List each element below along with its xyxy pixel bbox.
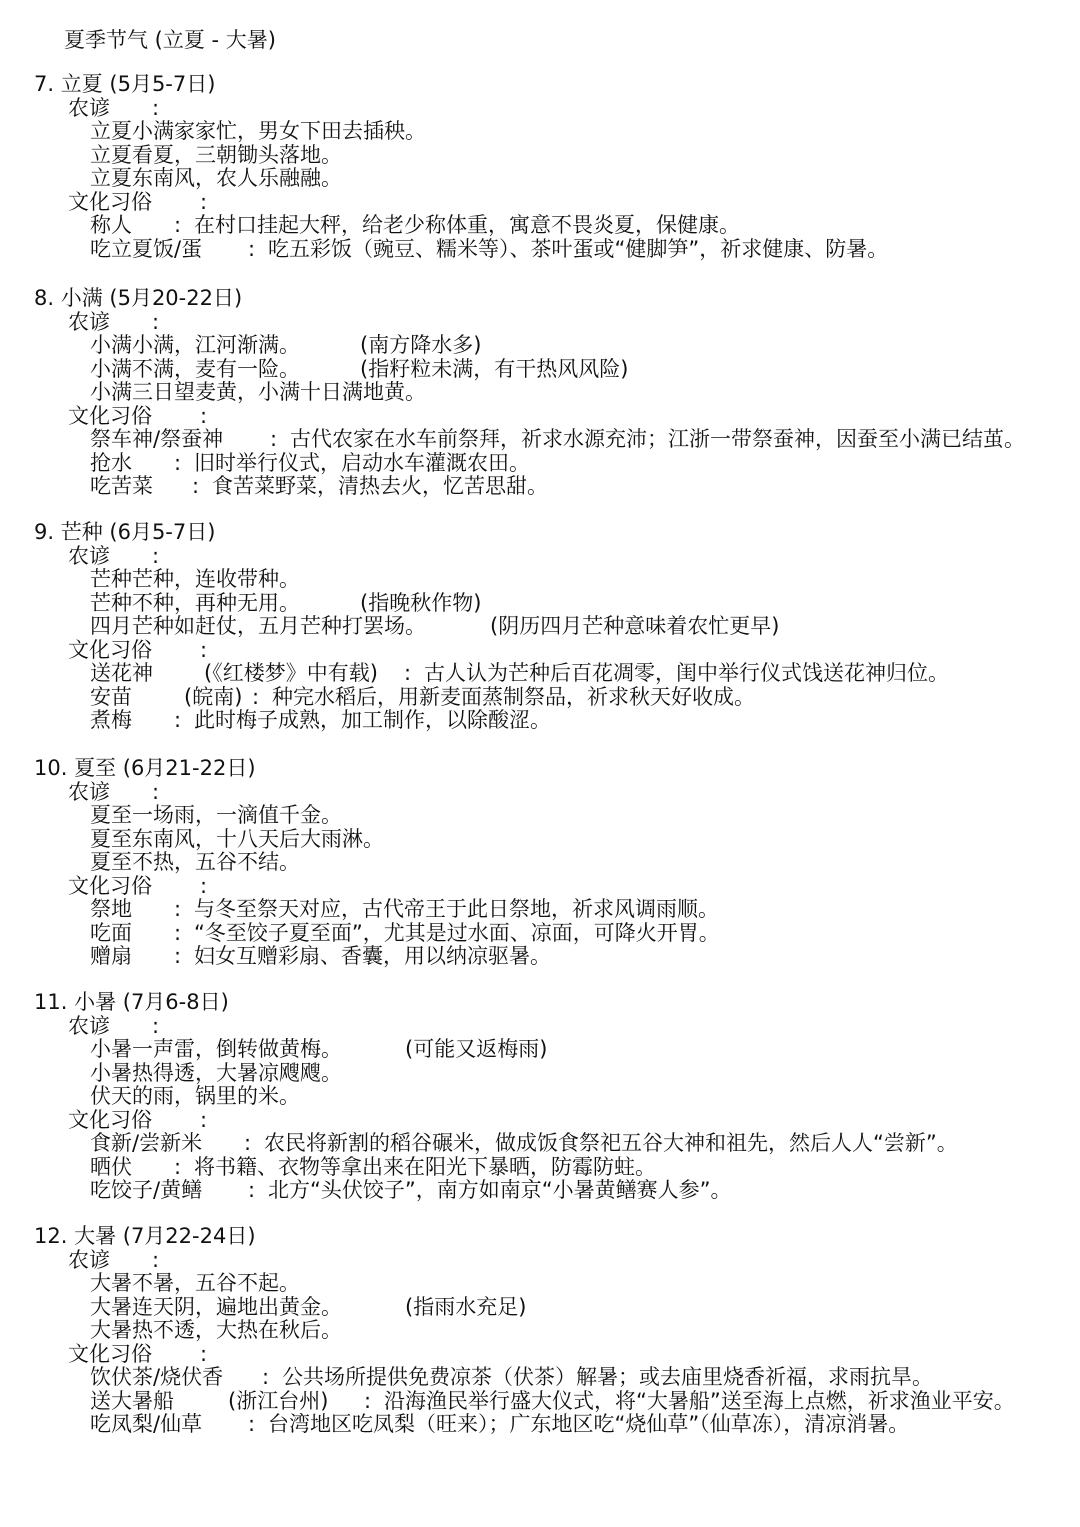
proverb-text: 夏至一场雨，一滴值千金。 — [90, 803, 342, 827]
custom-name: 吃苦菜 — [90, 474, 153, 498]
proverbs-label: 农谚 — [68, 1247, 110, 1272]
proverbs-label: 农谚 — [68, 779, 110, 804]
customs-label: 文化习俗 — [68, 1341, 152, 1366]
proverbs-label: 农谚 — [68, 95, 110, 120]
custom-desc: 妇女互赠彩扇、香囊，用以纳凉驱暑。 — [194, 944, 551, 968]
proverb-text: 立夏东南风，农人乐融融。 — [90, 166, 342, 190]
customs-label: 文化习俗 — [68, 1107, 152, 1132]
custom-name: 称人 — [90, 213, 132, 237]
custom-name: 吃面 — [90, 920, 132, 945]
proverb-note: (指晚秋作物) — [360, 590, 482, 615]
custom-desc: 古人认为芒种后百花凋零，闺中举行仪式饯送花神归位。 — [424, 661, 949, 685]
custom-name: 祭车神/祭蚕神 — [90, 427, 224, 451]
proverb-text: 立夏小满家家忙，男女下田去插秧。 — [90, 119, 426, 143]
proverb-text: 夏至不热，五谷不结。 — [90, 850, 300, 874]
proverb-note: (南方降水多) — [360, 333, 482, 357]
proverb-text: 大暑连天阴，遍地出黄金。 — [90, 1294, 342, 1319]
custom-name: 吃立夏饭/蛋 — [90, 236, 203, 261]
custom-name: 吃凤梨/仙草 — [90, 1412, 203, 1436]
proverb-text: 四月芒种如赶仗，五月芒种打罢场。 — [90, 614, 426, 638]
heading-text: 10. 夏至 (6月21-22日) — [34, 756, 256, 780]
colon-separator: : — [248, 1412, 256, 1436]
custom-desc: 此时梅子成熟，加工制作，以除酸涩。 — [194, 708, 551, 732]
proverb-text: 大暑热不透，大热在秋后。 — [90, 1318, 342, 1342]
proverb-text: 芒种芒种，连收带种。 — [90, 567, 300, 591]
heading-text: 12. 大暑 (7月22-24日) — [34, 1224, 256, 1248]
custom-note: (《红楼梦》中有载) — [204, 661, 378, 685]
colon-separator: : — [404, 661, 412, 685]
customs-label: 文化习俗 — [68, 637, 152, 662]
custom-name: 抢水 — [90, 450, 132, 475]
custom-name: 送大暑船 — [90, 1388, 174, 1413]
colon-separator: : — [200, 189, 208, 214]
colon-separator: : — [174, 213, 182, 237]
custom-name: 赠扇 — [90, 944, 132, 968]
colon-separator: : — [174, 944, 182, 968]
heading-text: 9. 芒种 (6月5-7日) — [34, 520, 216, 544]
colon-separator: : — [200, 1341, 208, 1366]
proverbs-label: 农谚 — [68, 1013, 110, 1038]
custom-desc: 台湾地区吃凤梨（旺来）；广东地区吃“烧仙草”（仙草冻），清凉消暑。 — [268, 1412, 910, 1436]
colon-separator: : — [152, 543, 160, 568]
custom-desc: “冬至饺子夏至面”，尤其是过水面、凉面，可降火开胃。 — [194, 920, 720, 945]
custom-name: 饮伏茶/烧伏香 — [90, 1365, 224, 1389]
proverb-text: 伏天的雨，锅里的米。 — [90, 1084, 300, 1108]
custom-desc: 食苦菜野菜，清热去火，忆苦思甜。 — [212, 474, 548, 498]
custom-note: (皖南) — [184, 684, 243, 709]
custom-desc: 古代农家在水车前祭拜，祈求水源充沛；江浙一带祭蚕神，因蚕至小满已结茧。 — [290, 427, 1025, 451]
custom-desc: 农民将新割的稻谷碾米，做成饭食祭祀五谷大神和祖先，然后人人“尝新”。 — [264, 1131, 958, 1155]
colon-separator: : — [248, 1178, 256, 1202]
colon-separator: : — [174, 450, 182, 475]
colon-separator: : — [200, 873, 208, 898]
proverb-text: 立夏看夏，三朝锄头落地。 — [90, 142, 342, 167]
customs-label: 文化习俗 — [68, 189, 152, 214]
heading-text: 7. 立夏 (5月5-7日) — [34, 72, 216, 96]
custom-name: 送花神 — [90, 661, 153, 685]
custom-desc: 在村口挂起大秤，给老少称体重，寓意不畏炎夏，保健康。 — [194, 213, 740, 237]
custom-name: 安苗 — [90, 684, 132, 709]
custom-desc: 沿海渔民举行盛大仪式，将“大暑船”送至海上点燃，祈求渔业平安。 — [384, 1388, 1015, 1413]
proverb-text: 芒种不种，再种无用。 — [90, 590, 300, 615]
colon-separator: : — [200, 403, 208, 428]
proverb-text: 小满不满，麦有一险。 — [90, 356, 300, 381]
colon-separator: : — [174, 1154, 182, 1179]
colon-separator: : — [252, 684, 260, 709]
title-text: 夏季节气 (立夏 - 大暑) — [64, 28, 276, 52]
colon-separator: : — [244, 1131, 252, 1155]
custom-name: 食新/尝新米 — [90, 1131, 203, 1155]
custom-desc: 吃五彩饭（豌豆、糯米等）、茶叶蛋或“健脚笋”，祈求健康、防暑。 — [268, 236, 889, 261]
colon-separator: : — [364, 1388, 372, 1413]
customs-label: 文化习俗 — [68, 403, 152, 428]
proverbs-label: 农谚 — [68, 543, 110, 568]
custom-note: (浙江台州) — [228, 1388, 329, 1413]
custom-name: 祭地 — [90, 897, 132, 921]
custom-desc: 北方“头伏饺子”，南方如南京“小暑黄鳝赛人参”。 — [268, 1178, 732, 1202]
colon-separator: : — [270, 427, 278, 451]
colon-separator: : — [152, 779, 160, 804]
colon-separator: : — [200, 1107, 208, 1132]
colon-separator: : — [174, 920, 182, 945]
custom-desc: 旧时举行仪式，启动水车灌溉农田。 — [194, 450, 530, 475]
custom-desc: 与冬至祭天对应，古代帝王于此日祭地，祈求风调雨顺。 — [194, 897, 719, 921]
colon-separator: : — [262, 1365, 270, 1389]
colon-separator: : — [192, 474, 200, 498]
custom-desc: 种完水稻后，用新麦面蒸制祭品，祈求秋天好收成。 — [272, 684, 755, 709]
colon-separator: : — [152, 309, 160, 334]
proverbs-label: 农谚 — [68, 309, 110, 334]
colon-separator: : — [248, 236, 256, 261]
custom-name: 晒伏 — [90, 1154, 132, 1179]
colon-separator: : — [200, 637, 208, 662]
custom-name: 煮梅 — [90, 708, 132, 732]
colon-separator: : — [174, 897, 182, 921]
colon-separator: : — [174, 708, 182, 732]
custom-name: 吃饺子/黄鳝 — [90, 1178, 203, 1202]
proverb-text: 小满三日望麦黄，小满十日满地黄。 — [90, 380, 426, 404]
proverb-note: (阴历四月芒种意味着农忙更早) — [490, 614, 780, 638]
proverb-note: (指雨水充足) — [405, 1294, 527, 1319]
colon-separator: : — [152, 1013, 160, 1038]
heading-text: 8. 小满 (5月20-22日) — [34, 286, 243, 310]
proverb-note: (可能又返梅雨) — [405, 1037, 548, 1061]
proverb-text: 夏至东南风，十八天后大雨淋。 — [90, 826, 384, 851]
proverb-text: 小暑热得透，大暑凉飕飕。 — [90, 1060, 342, 1085]
proverb-note: (指籽粒未满，有干热风风险) — [360, 356, 629, 381]
proverb-text: 小暑一声雷，倒转做黄梅。 — [90, 1037, 342, 1061]
custom-desc: 公共场所提供免费凉茶（伏茶）解暑；或去庙里烧香祈福，求雨抗旱。 — [282, 1365, 933, 1389]
colon-separator: : — [152, 1247, 160, 1272]
proverb-text: 大暑不暑，五谷不起。 — [90, 1271, 300, 1295]
heading-text: 11. 小暑 (7月6-8日) — [34, 990, 229, 1014]
proverb-text: 小满小满，江河渐满。 — [90, 333, 300, 357]
customs-label: 文化习俗 — [68, 873, 152, 898]
custom-desc: 将书籍、衣物等拿出来在阳光下暴晒，防霉防蛀。 — [194, 1154, 656, 1179]
colon-separator: : — [152, 95, 160, 120]
